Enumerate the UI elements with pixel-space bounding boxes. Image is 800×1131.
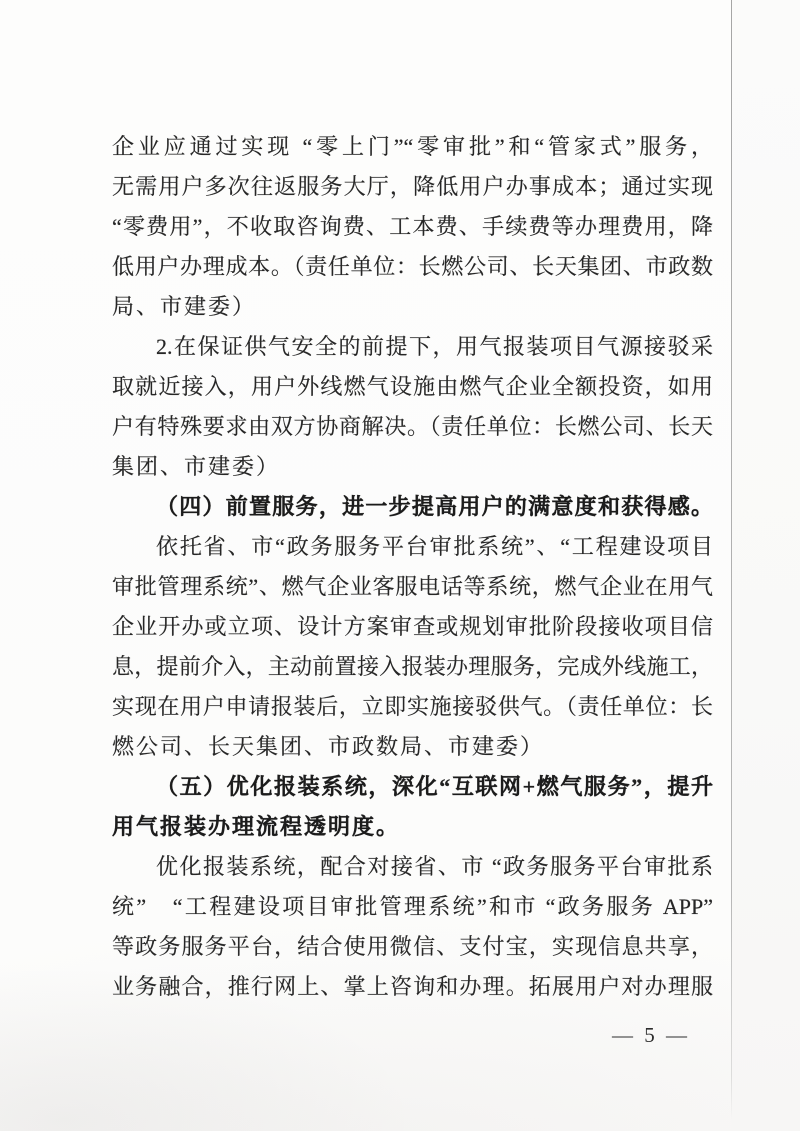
scan-edge-line: [731, 0, 732, 1120]
text-line: 企业应通过实现 “零上门”“零审批”和“管家式”服务，: [112, 134, 713, 159]
text-line: 企业开办或立项、设计方案审查或规划审批阶段接收项目信: [112, 614, 713, 639]
text-line: 统” “工程建设项目审批管理系统”和市 “政务服务 APP”: [112, 894, 713, 919]
section-heading: （五）优化报装系统，深化“互联网+燃气服务”，提升: [156, 774, 713, 799]
text-line: 依托省、市“政务服务平台审批系统”、“工程建设项目: [156, 534, 713, 559]
text-line: 息，提前介入，主动前置接入报装办理服务，完成外线施工，: [112, 654, 713, 679]
text-line: 2.在保证供气安全的前提下，用气报装项目气源接驳采: [156, 334, 713, 359]
text-line: 集团、市建委）: [112, 454, 281, 479]
text-line: 审批管理系统”、燃气企业客服电话等系统，燃气企业在用气: [112, 574, 713, 599]
section-heading: 用气报装办理流程透明度。: [112, 814, 401, 839]
text-line: 低用户办理成本。（责任单位：长燃公司、长天集团、市政数: [112, 254, 713, 279]
document-body: [112, 127, 713, 1007]
text-line: 实现在用户申请报装后，立即实施接驳供气。（责任单位：长: [112, 694, 713, 719]
text-line: 局、市建委）: [112, 294, 257, 319]
text-line: 优化报装系统，配合对接省、市 “政务服务平台审批系: [156, 854, 713, 879]
text-line: 取就近接入，用户外线燃气设施由燃气企业全额投资，如用: [112, 374, 713, 399]
scan-margin-strip: [732, 0, 800, 1131]
text-line: 等政务服务平台，结合使用微信、支付宝，实现信息共享，: [112, 934, 713, 959]
text-line: 无需用户多次往返服务大厅，降低用户办事成本；通过实现: [112, 174, 713, 199]
section-heading: （四）前置服务，进一步提高用户的满意度和获得感。: [156, 494, 713, 519]
text-line: 户有特殊要求由双方协商解决。（责任单位：长燃公司、长天: [112, 414, 713, 439]
page-number: — 5 —: [612, 1023, 690, 1047]
text-line: 燃公司、长天集团、市政数局、市建委）: [112, 734, 545, 759]
text-line: 业务融合，推行网上、掌上咨询和办理。拓展用户对办理服: [112, 974, 713, 999]
text-line: “零费用”，不收取咨询费、工本费、手续费等办理费用，降: [112, 214, 713, 239]
